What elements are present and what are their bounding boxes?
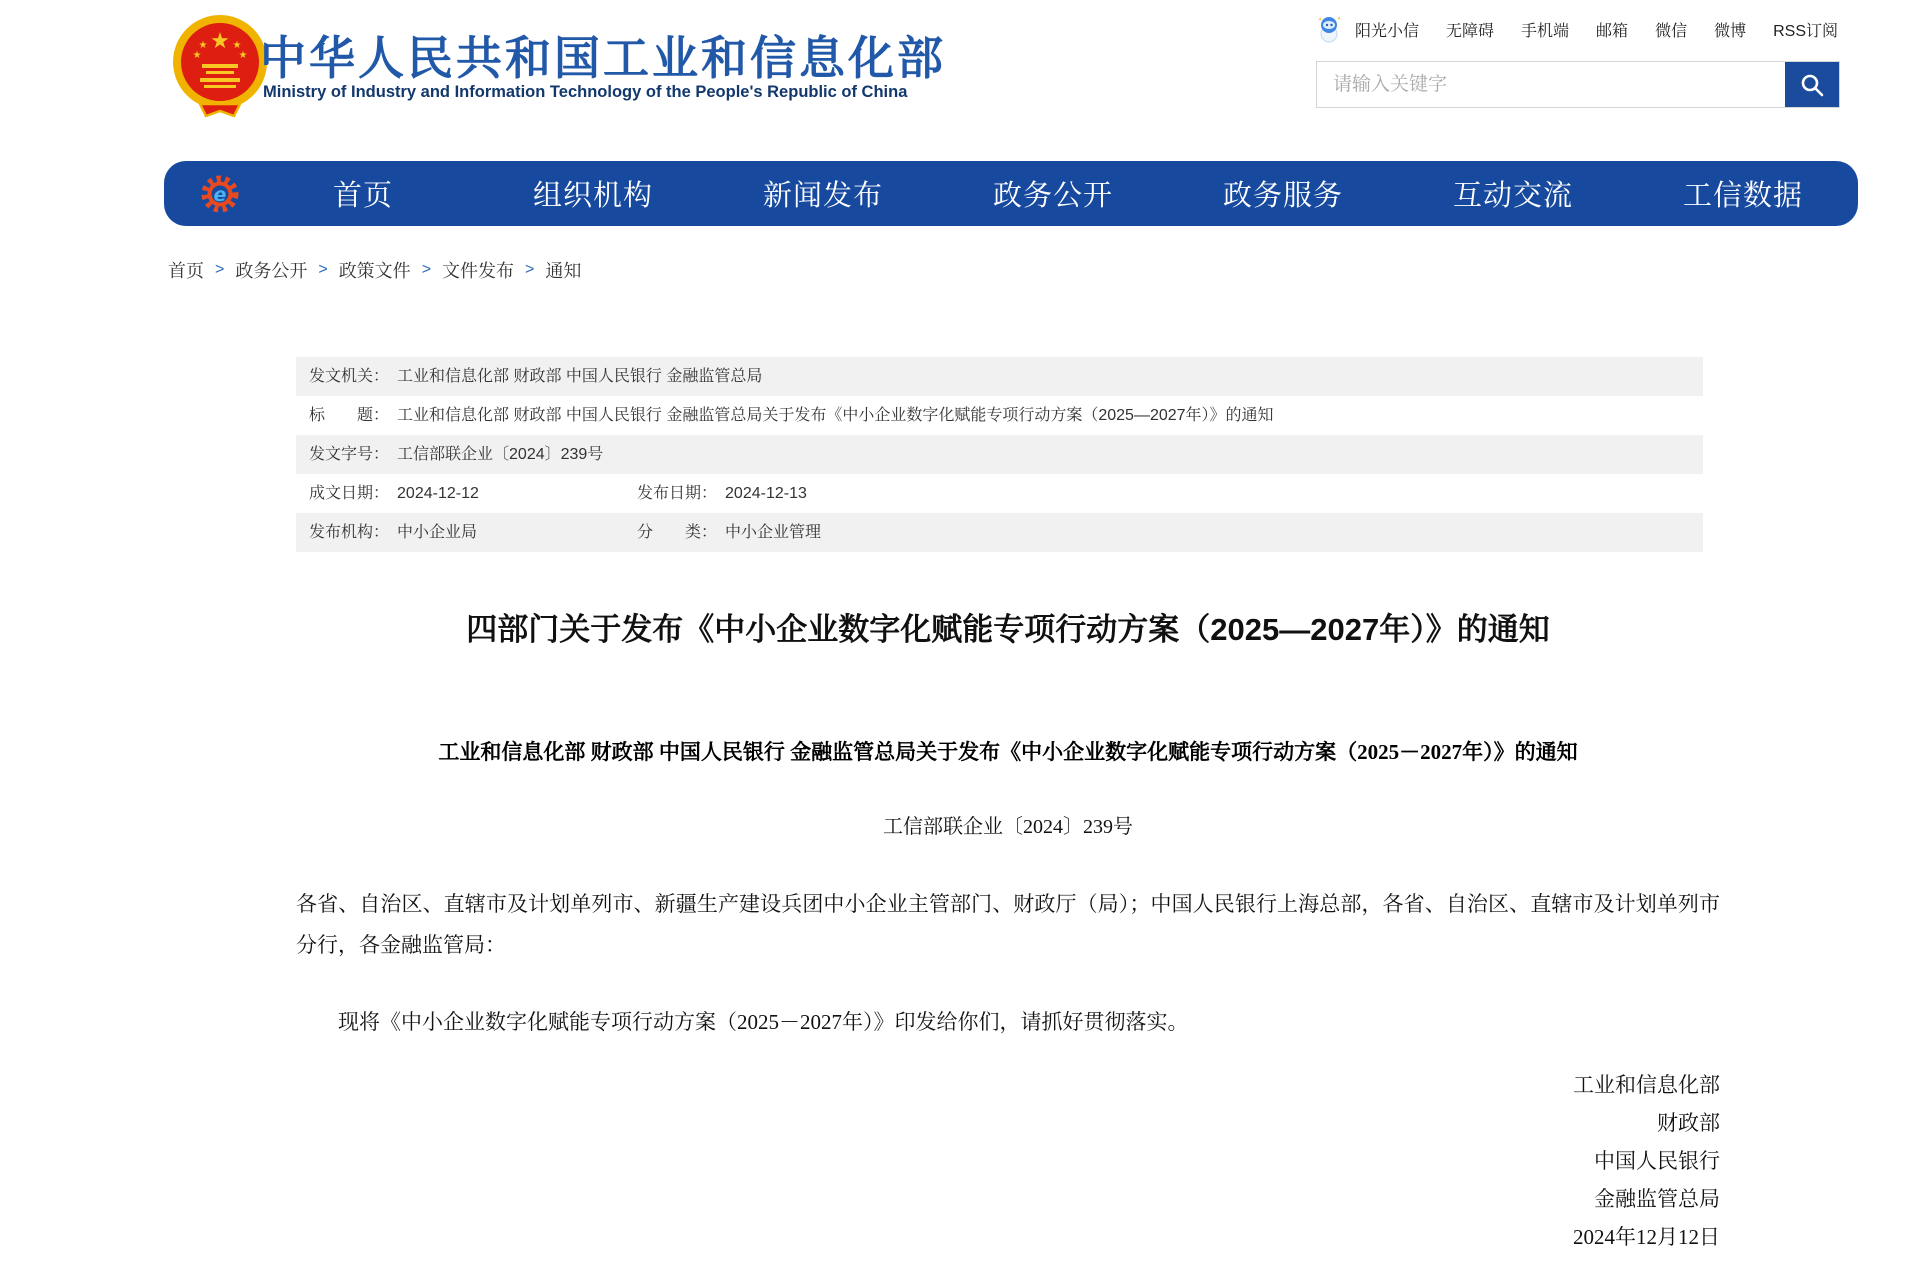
document-number: 工信部联企业〔2024〕239号 bbox=[883, 816, 1133, 838]
meta-value: 中小企业局 bbox=[397, 524, 478, 541]
xiaoxin-robot-icon bbox=[1314, 14, 1344, 44]
meta-value: 工业和信息化部 财政部 中国人民银行 金融监管总局关于发布《中小企业数字化赋能专项行动方案（2025—2027年）》的通知 bbox=[397, 407, 1274, 424]
quick-link-xiaoxin[interactable]: 阳光小信 bbox=[1355, 22, 1420, 40]
search-button[interactable] bbox=[1785, 62, 1839, 107]
svg-text:✦: ✦ bbox=[1318, 17, 1323, 23]
signature-nfra: 金融监管总局 bbox=[1594, 1187, 1720, 1211]
svg-text:✦: ✦ bbox=[1337, 16, 1342, 22]
quick-link-wechat[interactable]: 微信 bbox=[1655, 22, 1688, 40]
breadcrumb bbox=[168, 257, 581, 283]
quick-link-weibo[interactable]: 微博 bbox=[1714, 22, 1747, 40]
quick-links bbox=[1314, 14, 1838, 44]
breadcrumb-separator: > bbox=[318, 261, 328, 278]
meta-label: 发布日期： bbox=[637, 485, 718, 502]
nav-item-gov-services[interactable]: 政务服务 bbox=[1222, 180, 1343, 212]
national-emblem[interactable] bbox=[170, 12, 270, 118]
meta-value: 工信部联企业〔2024〕239号 bbox=[397, 446, 604, 463]
signature-block bbox=[296, 1066, 1720, 1256]
main-nav bbox=[164, 161, 1858, 226]
search-input[interactable] bbox=[1317, 62, 1785, 107]
svg-text:★: ★ bbox=[232, 40, 242, 51]
breadcrumb-home[interactable]: 首页 bbox=[168, 261, 204, 281]
document-subtitle: 工业和信息化部 财政部 中国人民银行 金融监管总局关于发布《中小企业数字化赋能专项行动方案（2025－2027年）》的通知 bbox=[438, 740, 1578, 764]
signature-date: 2024年12月12日 bbox=[1573, 1225, 1720, 1249]
meta-label: 标 题： bbox=[309, 407, 390, 424]
svg-text:★: ★ bbox=[192, 50, 202, 61]
meta-label: 发布机构： bbox=[309, 524, 390, 541]
meta-label: 发文机关： bbox=[309, 368, 390, 385]
document-paragraph-recipients: 各省、自治区、直辖市及计划单列市、新疆生产建设兵团中小企业主管部门、财政厅（局）；中国人民银行上海总部，各省、自治区、直辖市及计划单列市分行，各金融监管局： bbox=[296, 892, 1720, 957]
quick-link-mobile[interactable]: 手机端 bbox=[1521, 22, 1570, 40]
site-subtitle: Ministry of Industry and Information Technology of the People's Republic of China bbox=[263, 83, 908, 101]
breadcrumb-separator: > bbox=[525, 261, 535, 278]
nav-item-home[interactable]: 首页 bbox=[332, 180, 393, 212]
svg-text:★: ★ bbox=[238, 50, 248, 61]
nav-item-interaction[interactable]: 互动交流 bbox=[1452, 180, 1573, 212]
search-bar bbox=[1316, 61, 1840, 108]
meta-value: 工业和信息化部 财政部 中国人民银行 金融监管总局 bbox=[397, 368, 763, 385]
signature-mof: 财政部 bbox=[1657, 1111, 1720, 1135]
search-icon bbox=[1799, 72, 1825, 98]
quick-link-mailbox[interactable]: 邮箱 bbox=[1596, 22, 1629, 40]
meta-row-dates bbox=[296, 474, 1703, 513]
quick-link-accessibility[interactable]: 无障碍 bbox=[1446, 22, 1495, 40]
nav-item-news[interactable]: 新闻发布 bbox=[762, 180, 883, 212]
svg-text:★: ★ bbox=[210, 29, 230, 54]
breadcrumb-notice: 通知 bbox=[545, 261, 582, 281]
meta-label: 分 类： bbox=[637, 524, 718, 541]
breadcrumb-separator: > bbox=[421, 261, 432, 278]
nav-item-miit-data[interactable]: 工信数据 bbox=[1682, 180, 1803, 212]
signature-pboc: 中国人民银行 bbox=[1594, 1149, 1720, 1173]
miit-gear-icon bbox=[198, 172, 242, 216]
meta-row-doc-number bbox=[296, 435, 1703, 474]
site-title: 中华人民共和国工业和信息化部 bbox=[260, 32, 946, 84]
svg-text:e: e bbox=[213, 183, 227, 206]
meta-value: 2024-12-12 bbox=[397, 485, 479, 502]
document-paragraph-body: 现将《中小企业数字化赋能专项行动方案（2025－2027年）》印发给你们，请抓好贯彻落实。 bbox=[338, 1010, 1189, 1034]
nav-home-logo[interactable] bbox=[192, 172, 248, 216]
meta-label: 发文字号： bbox=[309, 446, 390, 463]
nav-item-organization[interactable]: 组织机构 bbox=[532, 180, 653, 212]
breadcrumb-gov-disclosure[interactable]: 政务公开 bbox=[235, 261, 308, 281]
document-title: 四部门关于发布《中小企业数字化赋能专项行动方案（2025—2027年）》的通知 bbox=[466, 612, 1550, 647]
signature-miit: 工业和信息化部 bbox=[1573, 1073, 1720, 1097]
breadcrumb-policy-files[interactable]: 政策文件 bbox=[338, 261, 411, 281]
meta-row-publisher bbox=[296, 513, 1703, 552]
quick-link-rss[interactable]: RSS订阅 bbox=[1773, 22, 1838, 40]
meta-label: 成文日期： bbox=[309, 485, 390, 502]
meta-value: 中小企业管理 bbox=[725, 524, 822, 541]
document-meta-table bbox=[296, 357, 1703, 552]
svg-text:★: ★ bbox=[198, 40, 208, 51]
breadcrumb-separator: > bbox=[215, 261, 225, 278]
meta-row-issuing-agency bbox=[296, 357, 1703, 396]
breadcrumb-file-release[interactable]: 文件发布 bbox=[442, 261, 515, 281]
national-emblem-icon bbox=[170, 12, 270, 118]
meta-value: 2024-12-13 bbox=[725, 485, 807, 502]
meta-row-title bbox=[296, 396, 1703, 435]
nav-item-gov-disclosure[interactable]: 政务公开 bbox=[992, 180, 1113, 212]
